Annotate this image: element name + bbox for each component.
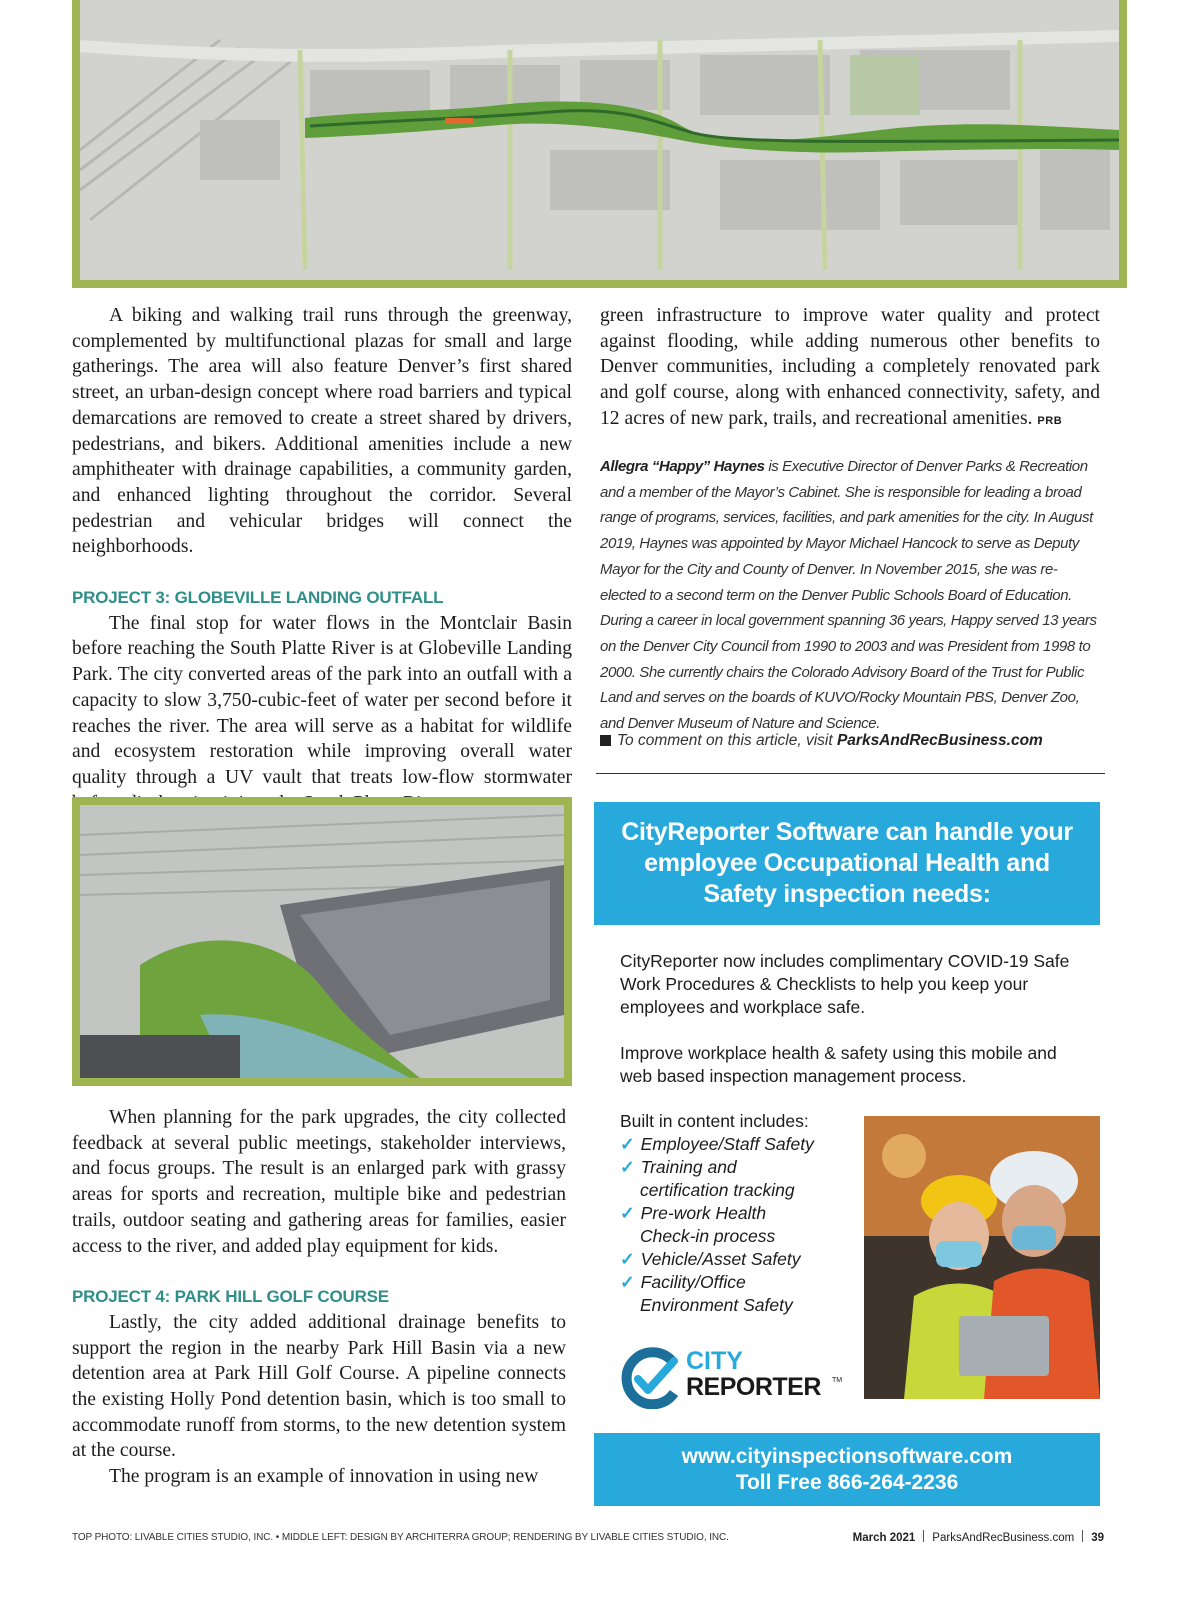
built-in-label: Built in content includes: [620,1111,809,1131]
photo-credits: TOP PHOTO: LIVABLE CITIES STUDIO, INC. • MIDDLE LEFT: DESIGN BY ARCHITERRA GROUP; RENDERING BY LIVABLE CITIES STUDIO, INC. [72,1532,729,1543]
planning-paragraph: When planning for the park upgrades, the city collected feedback at several public meetings, stakeholder interviews, and focus groups. The result is an enlarged park with grassy areas for sports and recreation, multiple bike and pedestrian trails, outdoor seating and gathering areas for families, easier access to the river, and added play equipment for kids. [72,1107,566,1257]
feature-item: ✓ Facility/Office [620,1272,746,1292]
ad-headline-line1: CityReporter Software can handle your [621,818,1073,846]
sports-field [850,55,920,115]
page-number: 39 [1091,1532,1104,1544]
footer-divider [1082,1530,1083,1542]
logo-check-icon [620,1347,684,1409]
ad-feature-list [620,1110,860,1317]
workers-photo [864,1116,1100,1399]
cityreporter-logo[interactable] [620,1347,850,1409]
author-bio-text: is Executive Director of Denver Parks & Recreation and a member of the Mayor’s Cabinet. She is responsible for leading a broad range of programs, services, facilities, and park amenities for the city. In August 2019, Haynes was appointed by Mayor Michael Hancock to serve as Deputy Mayor for the City and County of Denver. In November 2015, she was re-elected to a second term on the Denver Public Schools Board of Education. During a career in local government spanning 36 years, Happy served 13 years on the Denver City Council from 1990 to 2003 and was President from 1998 to 2000. She currently chairs the Colorado Advisory Board of the Trust for Public Land and serves on the boards of KUVO/Rocky Mountain PBS, Denver Zoo, and Denver Museum of Nature and Science. [600,458,1097,733]
greenway-paragraph: A biking and walking trail runs through the greenway, complemented by multifunctional plazas for small and large gatherings. The area will also feature Denver’s first shared street, an urban-design concept where road barriers and typical demarcations are removed to create a street shared by drivers, pedestrians, and bikers. Additional amenities include a new amphitheater with drainage capabilities, a community garden, and enhanced lighting throughout the corridor. Several pedestrian and vehicular bridges will connect the neighborhoods. [72,305,572,558]
feature-item: ✓ Employee/Staff Safety [620,1134,814,1154]
face-mask [1012,1226,1056,1250]
conclusion-paragraph [600,303,1100,435]
feature-item-cont: Check-in process [640,1226,776,1246]
feature-item: ✓ Pre-work Health [620,1203,767,1223]
project4-paragraph: Lastly, the city added additional drainage benefits to support the region in the nearby Park Hill Basin via a new detention area at Park Hill Golf Course. A pipeline connects the existing Holly Pond detention basin, which is too small to accommodate runoff from storms, to the new detention system at the course. [72,1311,566,1462]
check-icon: ✓ [620,1157,635,1177]
ad-headline-banner [594,802,1100,925]
logo-city: CITY [686,1347,743,1375]
right-column-top [600,303,1100,435]
issue-date: March 2021 [852,1532,916,1544]
footer-site: ParksAndRecBusiness.com [932,1532,1075,1544]
workers-illustration [864,1116,1100,1399]
globeville-rendering-photo [72,797,572,1086]
face-mask [936,1241,982,1267]
footer-divider [923,1530,924,1542]
logo-trademark: TM [832,1377,843,1384]
feature-item: ✓ Vehicle/Asset Safety [620,1249,801,1269]
comment-prefix: To comment on this article, visit [617,732,837,749]
feature-item-cont: certification tracking [640,1180,795,1200]
project4-heading: PROJECT 4: PARK HILL GOLF COURSE [72,1287,389,1307]
ad-phone[interactable]: Toll Free 866-264-2236 [735,1470,959,1494]
feature-item-cont: Environment Safety [640,1295,793,1315]
ad-intro: CityReporter now includes complimentary COVID-19 Safe Work Procedures & Checklists to help you keep your employees and workplace safe. [620,951,1070,1017]
project3-paragraph: The final stop for water flows in the Montclair Basin before reaching the South Platte River is at Globeville Landing Park. The city converted areas of the park into an outfall with a capacity to slow 3,750-cubic-feet of water per second before it reaches the river. The area will serve as a habitat for wildlife and ecosystem restoration while improving overall water quality through a UV vault that treats low-flow stormwater [72,612,572,788]
program-paragraph: The program is an example of innovation in using new [109,1466,539,1488]
conclusion-text: green infrastructure to improve water quality and protect against flooding, while adding numerous other benefits to Denver communities, including a completely renovated park and golf course, along with enhanced connectivity, safety, and 12 acres of new park, trails, and recreational amenities. [600,305,1100,429]
author-name: Allegra “Happy” Haynes [600,458,765,475]
check-icon: ✓ [620,1249,635,1269]
ad-headline-line2: employee Occupational Health and [644,849,1050,877]
left-column-bottom [72,1105,566,1490]
square-bullet-icon [600,735,611,746]
page-footer [853,1530,1104,1544]
feature-item: ✓ Training and [620,1157,737,1177]
top-aerial-photo [72,0,1127,288]
comment-link[interactable]: ParksAndRecBusiness.com [836,732,1043,749]
ad-website-link[interactable]: www.cityinspectionsoftware.com [681,1444,1013,1468]
check-icon: ✓ [620,1272,635,1292]
ad-contact-banner [594,1433,1100,1506]
laptop [959,1316,1049,1376]
rail-corridor [80,1035,240,1078]
left-column-top [72,303,572,816]
end-mark: PRB [1037,414,1063,427]
check-icon: ✓ [620,1203,635,1223]
bridge-marker [445,118,473,124]
project3-heading: PROJECT 3: GLOBEVILLE LANDING OUTFALL [72,588,444,608]
ad-headline-line3: Safety inspection needs: [703,880,991,908]
comment-line [600,732,1100,750]
check-icon: ✓ [620,1134,635,1154]
logo-reporter: REPORTER [686,1373,821,1401]
outfall-rendering [80,805,564,1078]
column-divider [596,773,1105,774]
greenway-rendering [80,0,1119,280]
ad-improve: Improve workplace health & safety using this mobile and web based inspection management process. [620,1043,1057,1086]
author-bio [600,454,1100,737]
